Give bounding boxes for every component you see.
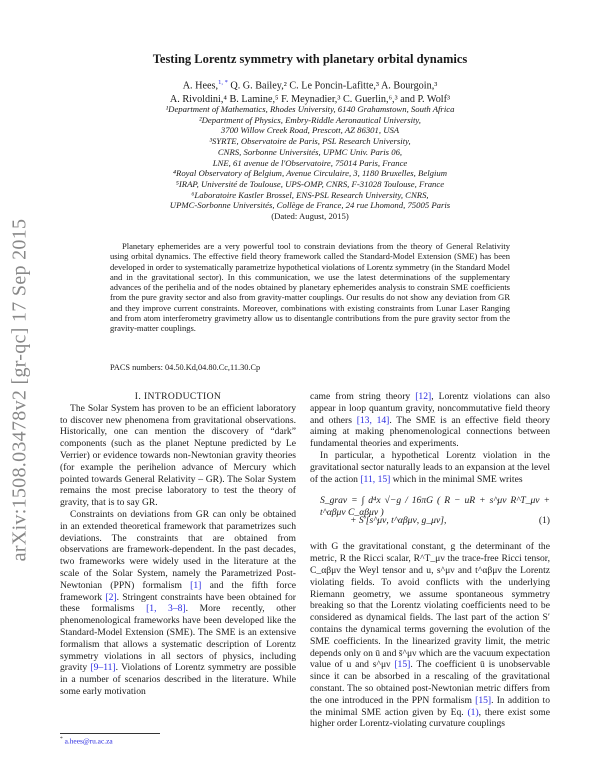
- affiliations: [60, 104, 560, 222]
- equation-number: (1): [538, 515, 550, 527]
- left-column: [60, 391, 296, 698]
- pacs-numbers: PACS numbers: 04.50.Kd,04.80.Cc,11.30.Cp: [110, 363, 261, 372]
- section-heading: I. INTRODUCTION: [134, 391, 222, 402]
- affiliation-line: ¹Department of Mathematics, Rhodes University, 6140 Grahamstown, South Africa: [165, 104, 455, 114]
- citation-link[interactable]: [9–11]: [90, 662, 116, 674]
- right-column: [310, 391, 550, 730]
- arxiv-stamp-text: arXiv:1508.03478v2 [gr-qc] 17 Sep 2015: [8, 218, 31, 562]
- arxiv-stamp: [6, 180, 34, 600]
- affiliation-line: CNRS, Sorbonne Universités, UPMC Univ. Paris 06,: [217, 146, 403, 157]
- affiliation-line: ⁴Royal Observatory of Belgium, Avenue Circulaire, 3, 1180 Bruxelles, Belgium: [173, 168, 447, 179]
- citation-link[interactable]: [1]: [190, 579, 202, 591]
- paragraph: Constraints on deviations from GR can only be obtained in an extended theoretical framework that parametrizes such deviations. The constraints that are obtained from observations are framework-dependent. In the past decades, two frameworks were widely used in the literature at the scale of the Solar System, namely the Parametrized Post-Newtonian (PPN) formalism [1] and the fifth force framework [2]. Stringent constraints have been obtained for these formalisms [1, 3–8]. More recently, other phenomenological frameworks have been developed like the Standard-Model Extension (SME). The SME is an extensive formalism that allows a systematic description of Lorentz symmetry violations in all sectors of physics, including gravity [9–11]. Violations of Lorentz symmetry are possible in a number of scenarios described in the literature. While some early motivation: [60, 508, 297, 697]
- paragraph: with G the gravitational constant, g the determinant of the metric, R the Ricci scalar, R^T_μν the trace-free Ricci tensor, C_αβμν the Weyl tensor and u, s^μν and t^αβμν the Lorentz violating fields. To avoid conflicts with the underlying Riemann geometry, we assume spontaneous symmetry breaking so that the Lorentz violating coefficients need to be considered as dynamical fields. The last part of the action S′ contains the dynamical terms governing the evolution of the SME coefficients. In the linearized gravity limit, the metric depends only on ū and s̄^μν which are the vacuum expectation value of u and s^μν [15]. The coefficient ū is unobservable since it can be absorbed in a rescaling of the gravitational constant. The so obtained post-Newtonian metric differs from the one introduced in the PPN formalism [15]. In addition to the minimal SME action given by Eq. (1), there exist some higher order Lorentz-violating curvature couplings: [310, 541, 550, 730]
- affiliation-line: ⁶Laboratoire Kastler Brossel, ENS-PSL Research University, CNRS,: [191, 189, 429, 200]
- citation-link[interactable]: [13, 14]: [356, 414, 390, 426]
- citation-link[interactable]: [15]: [394, 659, 411, 671]
- footnote-mark: *: [60, 736, 63, 742]
- citation-link[interactable]: [2]: [105, 591, 117, 603]
- footnote-rule: [60, 733, 160, 734]
- paragraph: came from string theory [12], Lorentz violations can also appear in loop quantum gravity, noncommutative field theory and others [13, 14]. The SME is an effective field theory aiming at making phenomenological connections between fundamental theories and experiments.: [310, 391, 551, 450]
- citation-link[interactable]: [1, 3–8]: [146, 603, 186, 615]
- equation-line-1: S_grav = ∫ d⁴x √−g / 16πG ( R − uR + s^μν R^T_μν + t^αβμν C_αβμν ): [320, 495, 550, 519]
- affiliation-line: 3700 Willow Creek Road, Prescott, AZ 86301, USA: [220, 125, 400, 136]
- author-line-1: A. Hees,$^{1, *}$ Q. G. Bailey,² C. Le Poncin-Lafitte,³ A. Bourgoin,³: [182, 79, 438, 92]
- affiliation-line: UPMC-Sorbonne Universités, Collège de France, 24 rue Lhomond, 75005 Paris: [169, 200, 451, 211]
- affiliation-line: ⁵IRAP, Université de Toulouse, UPS-OMP, CNRS, F-31028 Toulouse, France: [175, 178, 445, 189]
- citation-link[interactable]: [15]: [475, 694, 492, 706]
- equation-line-2: + S′[s^μν, t^αβμν, g_μν],: [350, 515, 447, 527]
- paragraph: The Solar System has proven to be an efficient laboratory to discover new phenomena from gravitational observations. Historically, one can mention the discovery of “dark” components (such as the planet Neptune predicted by Le Verrier) or evidence towards non-Newtonian gravity theories (for example the perihelion advance of Mercury which pointed towards General Relativity – GR). The Solar System remains the most precise laboratory to test the theory of gravity, that is to say GR.: [60, 402, 296, 509]
- author-line-2: A. Rivoldini,⁴ B. Lamine,⁵ F. Meynadier,³ C. Guerlin,⁶,³ and P. Wolf³: [169, 93, 451, 105]
- footnote: [60, 736, 113, 745]
- affiliation-line: ²Department of Physics, Embry-Riddle Aeronautical University,: [199, 114, 421, 125]
- author-list: [60, 76, 560, 106]
- affiliation-line: ³SYRTE, Observatoire de Paris, PSL Research University,: [209, 136, 411, 147]
- author-email-link[interactable]: a.hees@ru.ac.za: [64, 736, 113, 746]
- paper-title: Testing Lorentz symmetry with planetary orbital dynamics: [152, 52, 468, 66]
- citation-link[interactable]: [11, 15]: [360, 473, 391, 485]
- date-line: (Dated: August, 2015): [271, 211, 349, 222]
- equation-1: [310, 491, 550, 535]
- equation-link[interactable]: (1): [467, 706, 479, 718]
- affiliation-line: LNE, 61 avenue de l'Observatoire, 75014 Paris, France: [212, 157, 408, 168]
- abstract: Planetary ephemerides are a very powerful tool to constrain deviations from the theory of General Relativity using orbital dynamics. The effective field theory framework called the Standard-Model Extension (SME) has been developed in order to systematically parametrize hypothetical violations of Lorentz symmetry (in the Standard Model and in the gravitational sector). In this communication, we use the latest determinations of the supplementary advances of the perihelia and of the nodes obtained by planetary ephemerides analysis to constrain SME coefficients from the pure gravity sector and also from gravity-matter couplings. Our results do not show any deviation from GR and they improve current constraints. Moreover, combinations with existing constraints from Lunar Laser Ranging and from atom interferometry gravimetry allow us to disentangle contributions from the pure gravity sector from the gravity-matter couplings.: [110, 241, 510, 334]
- corresponding-author-mark[interactable]: 1, *: [218, 79, 228, 86]
- paragraph: In particular, a hypothetical Lorentz violation in the gravitational sector naturally leads to an expansion at the level of the action [11, 15] which in the minimal SME writes: [310, 449, 550, 485]
- citation-link[interactable]: [12]: [415, 391, 432, 402]
